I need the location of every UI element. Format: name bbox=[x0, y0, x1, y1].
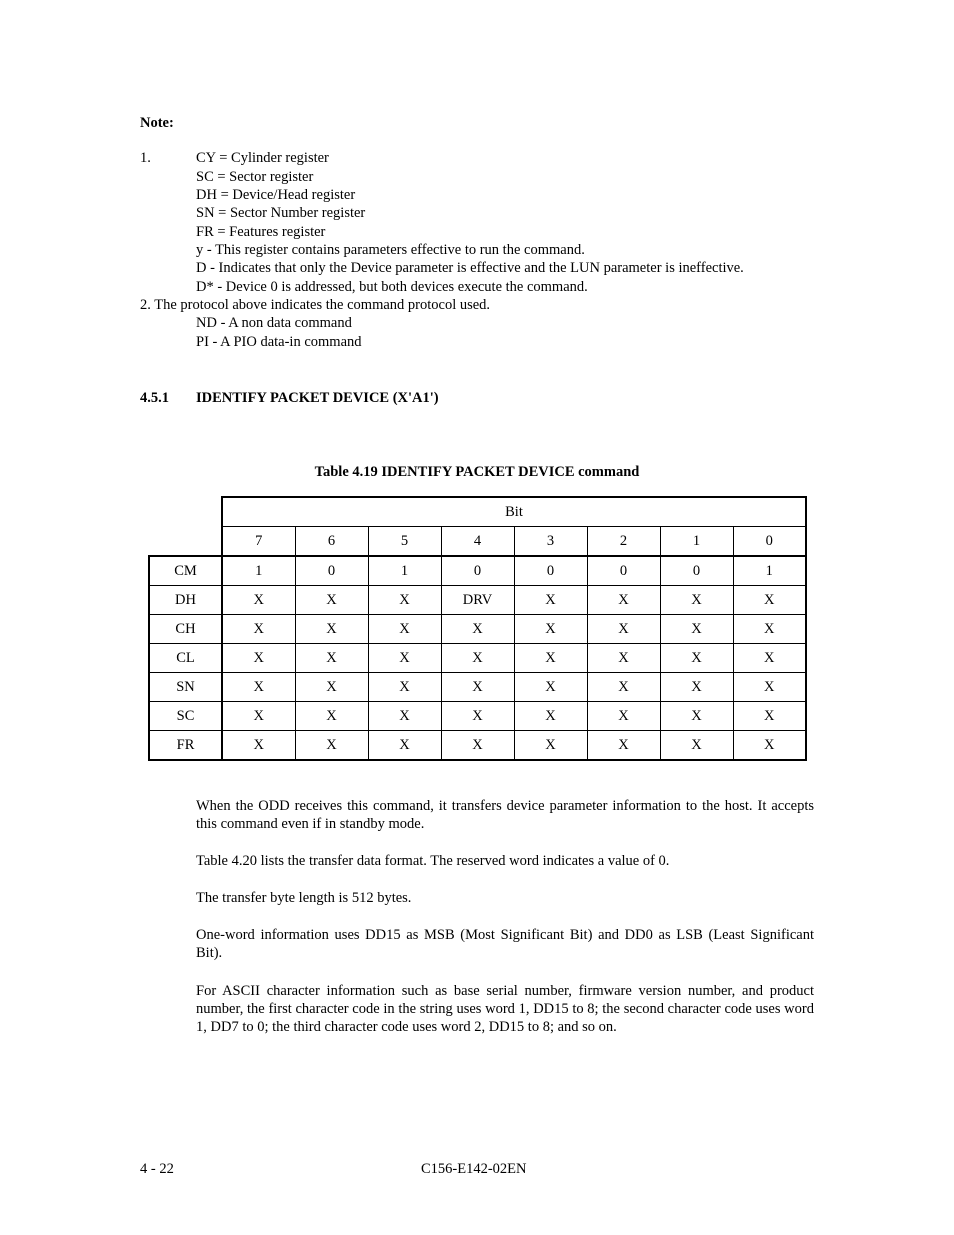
table-row bbox=[149, 615, 806, 644]
bit-cell: X bbox=[587, 702, 660, 731]
note-line: CY = Cylinder register bbox=[196, 150, 329, 166]
note-line: FR = Features register bbox=[196, 224, 326, 240]
bit-cell: X bbox=[514, 673, 587, 702]
bit-cell: X bbox=[441, 702, 514, 731]
table-bit-number-row bbox=[149, 527, 806, 557]
table-row bbox=[149, 702, 806, 731]
body-paragraph: The transfer byte length is 512 bytes. bbox=[196, 890, 412, 906]
note-line: DH = Device/Head register bbox=[196, 187, 356, 203]
bit-cell: X bbox=[295, 731, 368, 761]
table-bit-header-row bbox=[149, 497, 806, 527]
note-heading: Note: bbox=[140, 115, 174, 131]
register-label: CM bbox=[149, 556, 222, 586]
bit-cell: X bbox=[295, 615, 368, 644]
bit-cell: X bbox=[733, 702, 806, 731]
bit-cell: 0 bbox=[660, 556, 733, 586]
bit-cell: X bbox=[222, 731, 295, 761]
body-paragraph: Table 4.20 lists the transfer data format. The reserved word indicates a value of 0. bbox=[196, 853, 670, 869]
bit-cell: X bbox=[295, 673, 368, 702]
bit-cell: 0 bbox=[441, 556, 514, 586]
bit-cell: X bbox=[514, 731, 587, 761]
bit-cell: X bbox=[222, 702, 295, 731]
table-row bbox=[149, 586, 806, 615]
note-line: D* - Device 0 is addressed, but both devices execute the command. bbox=[196, 279, 588, 295]
bit-number: 0 bbox=[733, 527, 806, 557]
bit-number: 6 bbox=[295, 527, 368, 557]
bit-cell: X bbox=[660, 644, 733, 673]
bit-cell: X bbox=[368, 615, 441, 644]
bit-cell: 1 bbox=[368, 556, 441, 586]
note-line: SC = Sector register bbox=[196, 169, 314, 185]
bit-number: 5 bbox=[368, 527, 441, 557]
note-item-1-number: 1. bbox=[140, 150, 151, 166]
register-label: CH bbox=[149, 615, 222, 644]
register-label: SC bbox=[149, 702, 222, 731]
register-label: SN bbox=[149, 673, 222, 702]
bit-cell: X bbox=[368, 702, 441, 731]
bit-cell: X bbox=[733, 586, 806, 615]
bit-cell: X bbox=[222, 673, 295, 702]
bit-cell: X bbox=[660, 731, 733, 761]
section-title: IDENTIFY PACKET DEVICE (X'A1') bbox=[196, 390, 439, 406]
table-corner bbox=[149, 497, 222, 527]
bit-number: 3 bbox=[514, 527, 587, 557]
table-row bbox=[149, 673, 806, 702]
bit-cell: X bbox=[368, 586, 441, 615]
bit-cell: X bbox=[222, 586, 295, 615]
document-code: C156-E142-02EN bbox=[421, 1161, 527, 1177]
bit-cell: X bbox=[587, 673, 660, 702]
bit-number: 7 bbox=[222, 527, 295, 557]
bit-cell: X bbox=[733, 644, 806, 673]
bit-cell: 0 bbox=[587, 556, 660, 586]
table-row bbox=[149, 556, 806, 586]
bit-cell: X bbox=[660, 702, 733, 731]
bit-number: 1 bbox=[660, 527, 733, 557]
bit-cell: X bbox=[441, 615, 514, 644]
table-row bbox=[149, 731, 806, 761]
bit-cell: 1 bbox=[222, 556, 295, 586]
bit-cell: X bbox=[514, 586, 587, 615]
bit-cell: X bbox=[222, 615, 295, 644]
bit-cell: X bbox=[587, 644, 660, 673]
bit-cell: X bbox=[660, 673, 733, 702]
table-row bbox=[149, 644, 806, 673]
bit-number: 4 bbox=[441, 527, 514, 557]
bit-cell: X bbox=[295, 644, 368, 673]
note-item-2: 2. The protocol above indicates the command protocol used. bbox=[140, 297, 491, 313]
bit-cell: X bbox=[587, 731, 660, 761]
bit-cell: X bbox=[368, 673, 441, 702]
bit-cell: X bbox=[514, 644, 587, 673]
register-label: CL bbox=[149, 644, 222, 673]
note-line: y - This register contains parameters effective to run the command. bbox=[196, 242, 585, 258]
bit-cell: X bbox=[368, 644, 441, 673]
bit-cell: X bbox=[660, 615, 733, 644]
bit-cell: X bbox=[441, 731, 514, 761]
note-line: D - Indicates that only the Device parameter is effective and the LUN parameter is ineffective. bbox=[196, 260, 744, 276]
bit-cell: DRV bbox=[441, 586, 514, 615]
bit-number: 2 bbox=[587, 527, 660, 557]
register-label: FR bbox=[149, 731, 222, 761]
bit-cell: 0 bbox=[295, 556, 368, 586]
bit-cell: X bbox=[660, 586, 733, 615]
note-line: SN = Sector Number register bbox=[196, 205, 366, 221]
bit-cell: 0 bbox=[514, 556, 587, 586]
body-paragraph: When the ODD receives this command, it transfers device parameter information to the host. It accepts this command even if in standby mode. bbox=[196, 798, 814, 832]
bit-cell: X bbox=[295, 586, 368, 615]
bit-label: Bit bbox=[222, 497, 806, 527]
bit-cell: X bbox=[587, 586, 660, 615]
table-corner bbox=[149, 527, 222, 557]
body-paragraph: For ASCII character information such as base serial number, firmware version number, and product number, the first character code in the string uses word 1, DD15 to 8; the second character code uses word 1, DD7 to 0; the third character code uses word 2, DD15 to 8; and so on. bbox=[196, 983, 814, 1035]
bit-cell: 1 bbox=[733, 556, 806, 586]
bit-cell: X bbox=[441, 673, 514, 702]
bit-cell: X bbox=[733, 731, 806, 761]
bit-cell: X bbox=[368, 731, 441, 761]
page-number: 4 - 22 bbox=[140, 1161, 174, 1177]
bit-cell: X bbox=[295, 702, 368, 731]
command-table bbox=[148, 496, 807, 761]
bit-cell: X bbox=[514, 615, 587, 644]
bit-cell: X bbox=[733, 673, 806, 702]
note-line: ND - A non data command bbox=[196, 315, 352, 331]
bit-cell: X bbox=[514, 702, 587, 731]
register-label: DH bbox=[149, 586, 222, 615]
bit-cell: X bbox=[733, 615, 806, 644]
note-line: PI - A PIO data-in command bbox=[196, 334, 362, 350]
bit-cell: X bbox=[222, 644, 295, 673]
section-number: 4.5.1 bbox=[140, 390, 169, 406]
table-caption: Table 4.19 IDENTIFY PACKET DEVICE command bbox=[314, 464, 640, 480]
body-paragraph: One-word information uses DD15 as MSB (Most Significant Bit) and DD0 as LSB (Least Significant Bit). bbox=[196, 927, 814, 961]
bit-cell: X bbox=[587, 615, 660, 644]
bit-cell: X bbox=[441, 644, 514, 673]
